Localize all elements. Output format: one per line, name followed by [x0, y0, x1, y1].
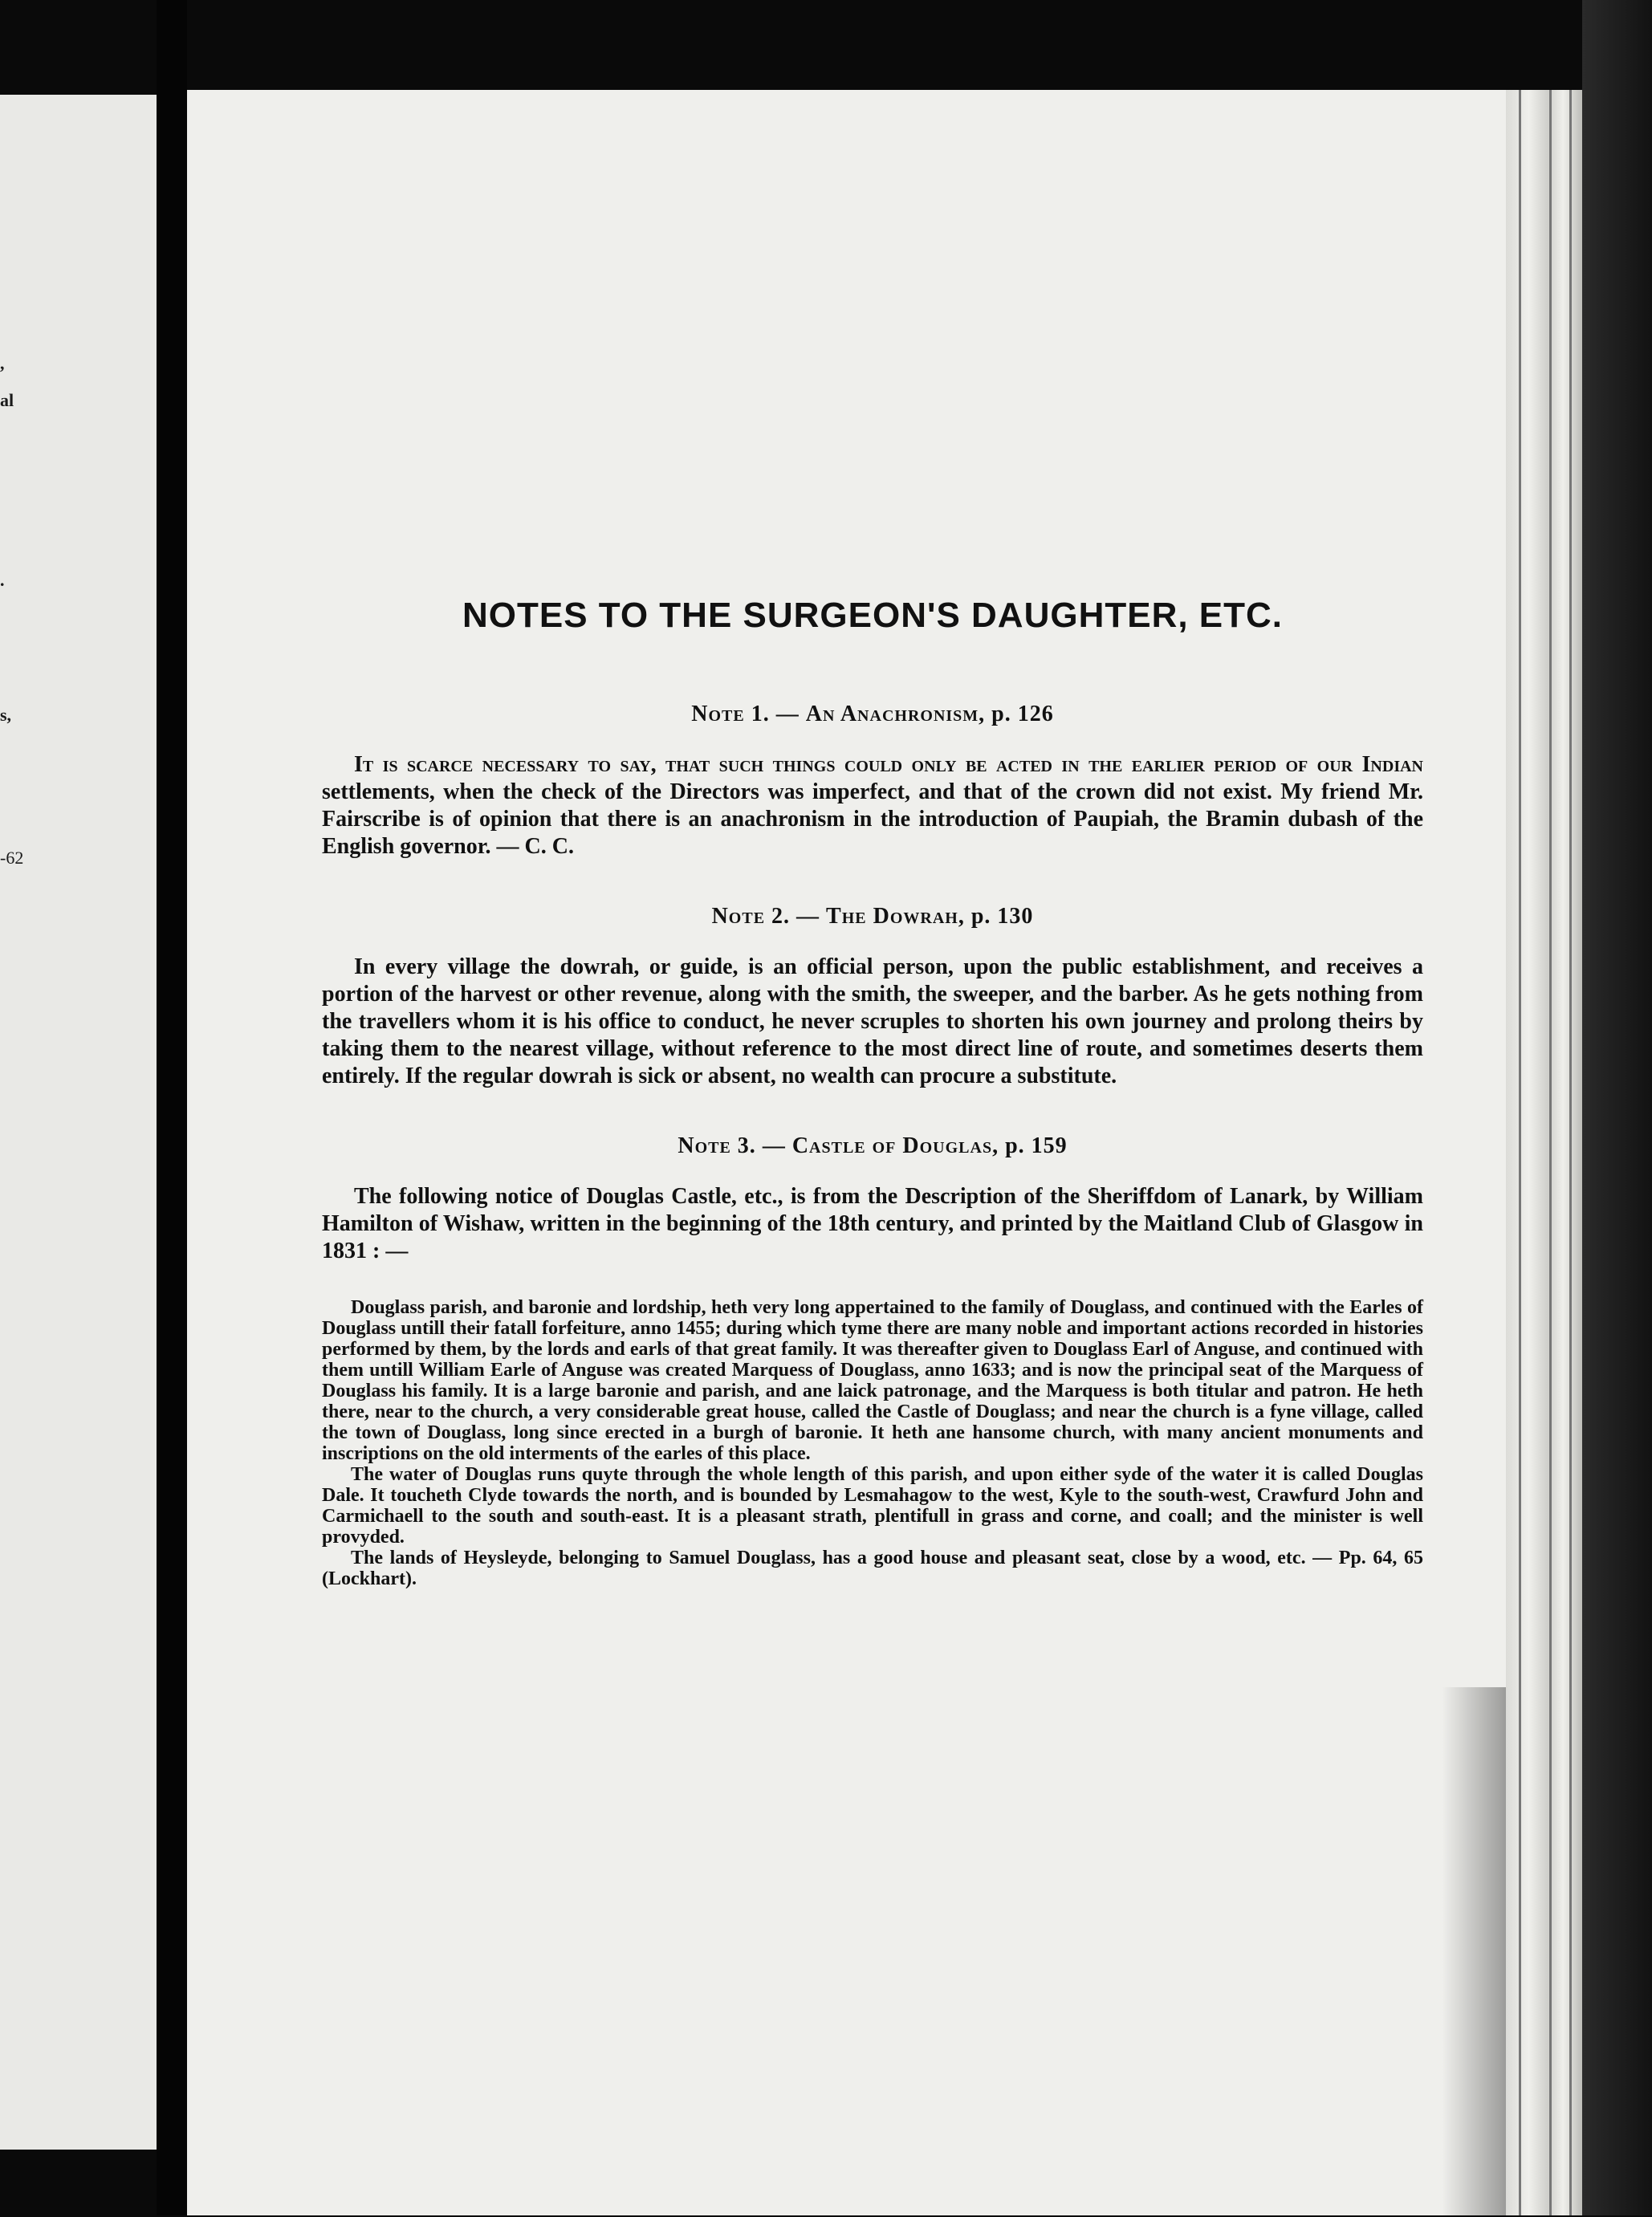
- page-edge-line: [1519, 90, 1521, 2215]
- note-1-heading: [322, 702, 1423, 727]
- left-margin-fragment: -62: [0, 848, 24, 868]
- left-margin-fragment: al: [0, 390, 14, 410]
- note-page-ref: , p. 159: [992, 1133, 1068, 1158]
- note-title: An Anachronism: [805, 702, 979, 726]
- note-3-heading: [322, 1133, 1423, 1159]
- page-title: NOTES TO THE SURGEON'S DAUGHTER, ETC.: [462, 596, 1284, 635]
- note-label: Note 1.: [691, 702, 770, 726]
- quote-paragraph: Douglass parish, and baronie and lordship, heth very long appertained to the family of Douglass, and continued with the Earles of Douglass untill their fatall forfeiture, anno 1455; during which tyme there are many noble and important actions recorded in histories performed by them, by the lords and earls of that great family. It was thereafter given to Douglass Earl of Anguse, and continued with them untill William Earle of Anguse was created Marquess of Douglass, anno 1633; and is now the principal seat of the Marquess of Douglass his family. It is a large baronie and parish, and ane laick patronage, and the Marquess is both titular and patron. He heth there, near to the church, a very considerable great house, called the Castle of Douglass; and near the church is a fyne village, called the town of Douglass, long since erected in a burgh of baronie. It heth ane hansome church, with many ancient monuments and inscriptions on the old interments of the earles of this place.: [322, 1297, 1423, 1464]
- note-title: The Dowrah: [826, 904, 958, 929]
- note-1-body: It is scarce necessary to say, that such things could only be acted in the earlier period of our Indian settlements, when the check of the Directors was imperfect, and that of the crown did not exist. My friend Mr. Fairscribe is of opinion that there is an anachronism in the introduction of Paupiah, the Bramin dubash of the English governor. — C. C.: [322, 752, 1423, 859]
- page-fold-shadow: [1442, 1687, 1506, 2217]
- page-edge-line: [1569, 90, 1572, 2215]
- note-dash: —: [755, 1133, 792, 1158]
- note-3-quotation: [322, 1297, 1423, 1589]
- left-margin-fragment: .: [0, 570, 5, 590]
- note-label: Note 2.: [711, 904, 791, 929]
- scan-background: [1582, 0, 1652, 2215]
- note-3-body: The following notice of Douglas Castle, etc., is from the Description of the Sheriffdom of Lanark, by William Hamilton of Wishaw, written in the beginning of the 18th century, and printed by the Maitland Club of Glasgow in 1831 : —: [322, 1184, 1423, 1263]
- note-2-body: In every village the dowrah, or guide, is an official person, upon the public establishment, and receives a portion of the harvest or other revenue, along with the smith, the sweeper, and the barber. As he gets nothing from the travellers whom it is his office to conduct, he never scruples to shorten his own journey and prolong theirs by taking them to the nearest village, without reference to the most direct line of route, and sometimes deserts them entirely. If the regular dowrah is sick or absent, no wealth can procure a substitute.: [322, 954, 1423, 1088]
- note-dash: —: [769, 702, 806, 726]
- quote-paragraph: The lands of Heysleyde, belonging to Samuel Douglass, has a good house and pleasant seat, close by a wood, etc. — Pp. 64, 65 (Lockhart).: [322, 1548, 1423, 1589]
- note-label: Note 3.: [677, 1133, 756, 1158]
- page-edge-line: [1549, 90, 1552, 2215]
- note-page-ref: , p. 126: [979, 702, 1054, 726]
- note-title: Castle of Douglas: [791, 1133, 993, 1158]
- left-page-edge: [0, 95, 157, 2150]
- book-gutter: [157, 0, 187, 2215]
- book-page: [187, 90, 1506, 2215]
- page-content: [322, 596, 1423, 1589]
- note-2-heading: [322, 904, 1423, 930]
- quote-paragraph: The water of Douglas runs quyte through the whole length of this parish, and upon either syde of the water it is called Douglas Dale. It toucheth Clyde towards the north, and is bounded by Lesmahagow to the west, Kyle to the south-west, Crawfurd John and Carmichaell to the south and south-east. It is a pleasant strath, plentifull in grass and corne, and coall; and the minister is well provyded.: [322, 1464, 1423, 1548]
- note-page-ref: , p. 130: [958, 904, 1034, 929]
- left-margin-fragment: ,: [0, 353, 5, 373]
- note-dash: —: [790, 904, 827, 929]
- left-margin-fragment: s,: [0, 705, 12, 725]
